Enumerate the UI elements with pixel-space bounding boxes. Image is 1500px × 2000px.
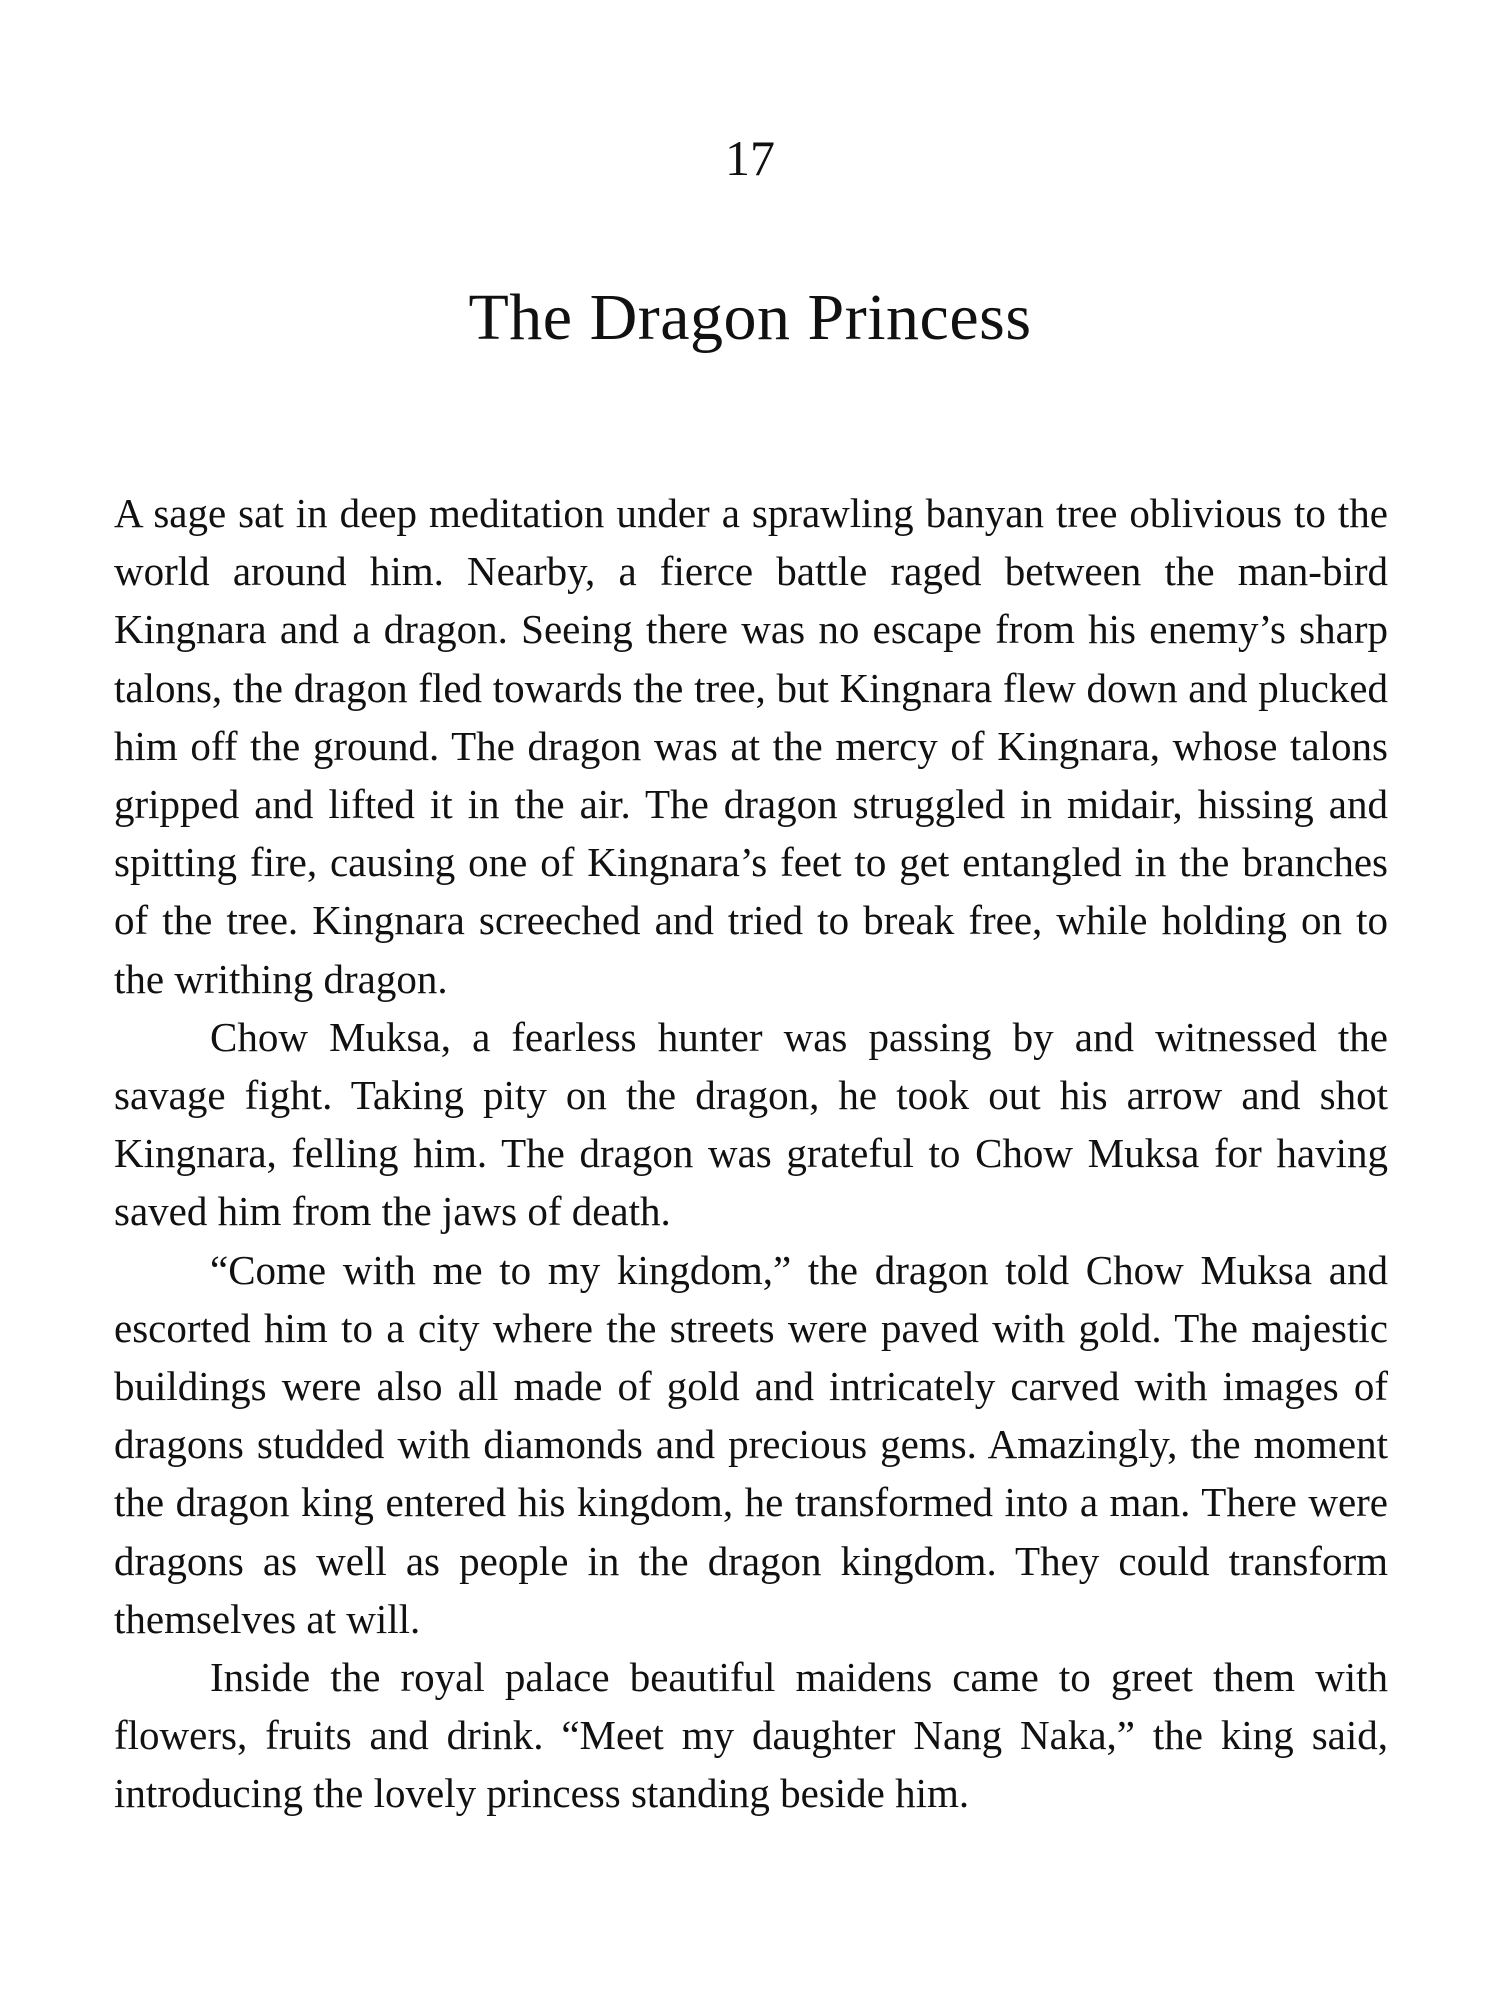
paragraph-4: Inside the royal palace beautiful maidens came to greet them with flowers, fruits and drink. “Meet my daughter Nang Naka,” the king said, introducing the lovely princess standing beside him. [114, 1654, 1388, 1817]
paragraph-2: Chow Muksa, a fearless hunter was passing by and witnessed the savage fight. Taking pity on the dragon, he took out his arrow and shot Kingnara, felling him. The dragon was grateful to Chow Muksa for having saved him from the jaws of death. [114, 1013, 1388, 1235]
chapter-body [114, 484, 1388, 1823]
paragraph-1: A sage sat in deep meditation under a sprawling banyan tree oblivious to the world around him. Nearby, a fierce battle raged between the man-bird Kingnara and a dragon. Seeing there was no escape from his enemy’s sharp talons, the dragon fled towards the tree, but Kingnara flew down and plucked him off the ground. The dragon was at the mercy of Kingnara, whose talons gripped and lifted it in the air. The dragon struggled in midair, hissing and spitting fire, causing one of Kingnara’s feet to get entangled in the branches of the tree. Kingnara screeched and tried to break free, while holding on to the writhing dragon. [114, 490, 1388, 1002]
chapter-title: The Dragon Princess [468, 281, 1032, 354]
chapter-number: 17 [725, 130, 775, 186]
paragraph-3: “Come with me to my kingdom,” the dragon told Chow Muksa and escorted him to a city where the streets were paved with gold. The majestic buildings were also all made of gold and intricately carved with images of dragons studded with diamonds and precious gems. Amazingly, the moment the dragon king entered his kingdom, he transformed into a man. There were dragons as well as people in the dragon kingdom. They could transform themselves at will. [114, 1246, 1388, 1642]
